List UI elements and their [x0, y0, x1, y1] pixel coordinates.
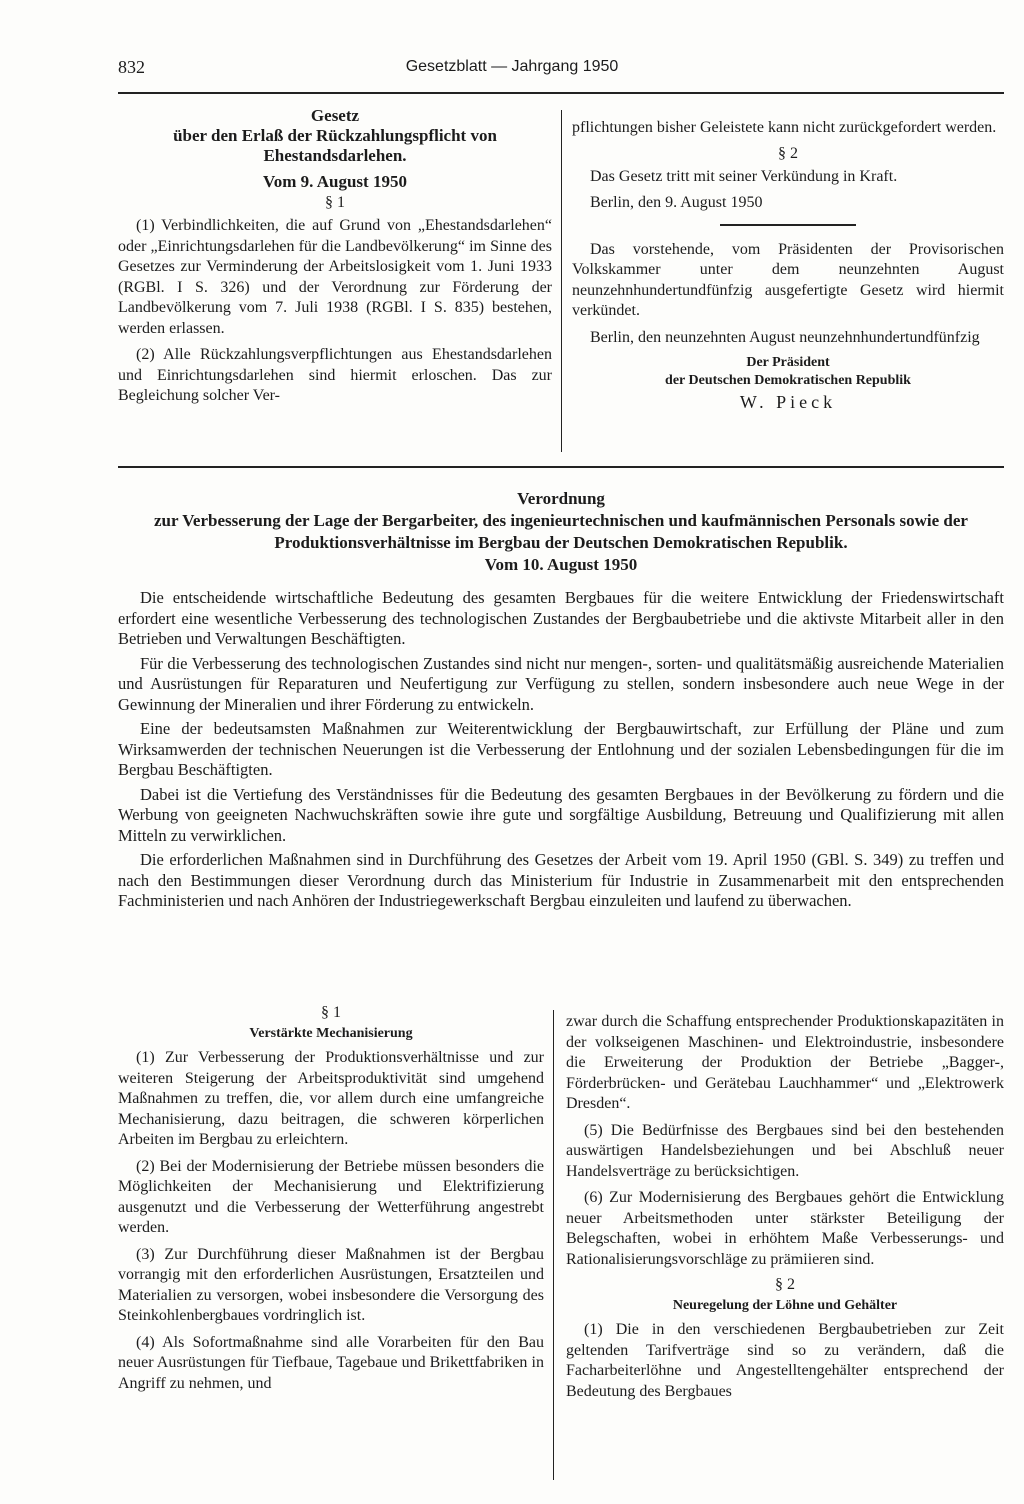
verordnung-left-column	[118, 1002, 544, 1400]
column-divider	[561, 110, 562, 452]
signature-name: W. Pieck	[739, 392, 837, 412]
preamble-paragraph-3: Eine der bedeutsamsten Maßnahmen zur Weiterentwicklung der Bergbauwirtschaft, zur Erfüllung der Pläne und zum Wirksamwerden der technischen Neuerungen ist die Verbesserung der Entlohnung und der sozialen Lebensbedingungen für die im Bergbau Beschäftigten.	[118, 719, 1004, 779]
verordnung-header	[118, 488, 1004, 916]
verordnung-s2-paragraph-1: (1) Die in den verschiedenen Bergbaubetrieben zur Zeit geltenden Tarifverträge sind so zu verändern, daß die Facharbeiterlöhne und Angestelltengehälter entsprechend der Bedeutung des Bergbaues	[566, 1321, 1004, 1400]
gesetz-place-date: Berlin, den 9. August 1950	[590, 194, 763, 211]
verordnung-s1-paragraph-4: (4) Als Sofortmaßnahme sind alle Vorarbeiten für den Bau neuer Ausrüstungen für Tiefbaue, Tagebaue und Brikettfabriken in Angriff zu nehmen, und	[118, 1333, 544, 1392]
column-divider-lower	[553, 1010, 554, 1480]
verordnung-subtitle: zur Verbesserung der Lage der Bergarbeiter, des ingenieurtechnischen und kaufmännischen Personals sowie der Produktionsverhältnisse im Bergbau der Deutschen Demokratischen Republik.	[154, 511, 968, 552]
verordnung-s1-paragraph-5: (5) Die Bedürfnisse des Bergbaues sind bei den bestehenden auswärtigen Handelsbeziehungen und bei Abschluß neuer Handelsverträge zu berücksichtigen.	[566, 1121, 1004, 1180]
section-divider-rule	[118, 466, 1004, 468]
preamble-paragraph-4: Dabei ist die Vertiefung des Verständnisses für die Bedeutung des gesamten Bergbaues in der Bevölkerung zu fördern und die Werbung von geeigneten Nachwuchskräften sowie ihre gute und sorgfältige Ausbildung, Betreuung und Qualifizierung mit allen Mitteln zu verwirklichen.	[118, 784, 1004, 845]
signature-office: der Deutschen Demokratischen Republik	[665, 373, 911, 388]
signature-separator-rule	[720, 224, 856, 226]
gesetz-promulgation-place-date: Berlin, den neunzehnten August neunzehnhundertundfünfzig	[590, 328, 980, 346]
verordnung-s2-title: Neuregelung der Löhne und Gehälter	[672, 1298, 898, 1313]
verordnung-s1-heading: § 1	[321, 1004, 341, 1021]
gesetz-right-column	[572, 118, 1004, 413]
signature-title: Der Präsident	[746, 355, 830, 370]
verordnung-s1-paragraph-3: (3) Zur Durchführung dieser Maßnahmen ist der Bergbau vorrangig mit den erforderlichen Ausrüstungen, Ersatzteilen und Materialien zu versorgen, wobei insbesondere die Versorgung des Steinkohlenbergbaues vordringlich ist.	[118, 1245, 544, 1324]
header-rule	[118, 92, 1004, 94]
running-header: Gesetzblatt — Jahrgang 1950	[405, 58, 619, 75]
verordnung-title: Verordnung	[517, 489, 605, 508]
verordnung-s1-title: Verstärkte Mechanisierung	[249, 1026, 413, 1041]
verordnung-s1-paragraph-1: (1) Zur Verbesserung der Produktionsverhältnisse und zur weiteren Steigerung der Arbeitsproduktivität sind umgehend Maßnahmen zu treffen, die, vor allem durch eine umfangreiche Mechanisierung, dazu beitragen, die schweren körperlichen Arbeiten im Bergbau zu erleichtern.	[118, 1049, 544, 1148]
gesetz-title: Gesetz	[310, 106, 360, 125]
preamble-paragraph-1: Die entscheidende wirtschaftliche Bedeutung des gesamten Bergbaues für die weitere Entwicklung der Friedenswirtschaft erfordert eine wesentliche Verbesserung des technologischen Zustandes der Bergbaubetriebe und die aktivste Mitarbeit aller in den Betrieben und Verwaltungen Beschäftigten.	[118, 588, 1004, 648]
verordnung-s1-paragraph-6: (6) Zur Modernisierung des Bergbaues gehört die Entwicklung neuer Arbeitsmethoden unter stärkster Beteiligung der Belegschaften, wobei in erhöhtem Maße Verbesserungs- und Rationalisierungsvorschläge zu prämiieren sind.	[566, 1189, 1004, 1268]
gesetz-s2-heading: § 2	[778, 144, 798, 162]
gesetz-promulgation: Das vorstehende, vom Präsidenten der Provisorischen Volkskammer unter dem neunzehnten August neunzehnhundertundfünfzig ausgefertigte Gesetz wird hiermit verkündet.	[572, 240, 1004, 319]
gesetz-subtitle: über den Erlaß der Rückzahlungspflicht von Ehestandsdarlehen.	[173, 126, 497, 165]
verordnung-s1-paragraph-4-continued: zwar durch die Schaffung entsprechender Produktionskapazitäten in der volkseigenen Maschinen- und Elektroindustrie, insbesondere die Erweiterung der Produktion der Betriebe „Bagger-, Förderbrücken- und Gerätebau Lauchhammer“ und „Elektrowerk Dresden“.	[566, 1013, 1004, 1112]
page-number: 832	[118, 57, 145, 77]
gesetz-left-column	[118, 106, 552, 413]
preamble-paragraph-2: Für die Verbesserung des technologischen Zustandes sind nicht nur mengen-, sorten- und qualitätsmäßig ausreichende Materialien und Ausrüstungen für Reparaturen und Neufertigung zur Verfügung zu stellen, sondern insbesondere auch neue Wege in der Gewinnung der Mineralien und ihrer Förderung zu entwickeln.	[118, 653, 1004, 714]
gesetz-s1-heading: § 1	[325, 194, 345, 211]
gesetz-s1-paragraph-1: (1) Verbindlichkeiten, die auf Grund von „Ehestandsdarlehen“ oder „Einrichtungsdarlehen für die Landbevölkerung“ im Sinne des Gesetzes zur Verminderung der Arbeitslosigkeit vom 1. Juni 1933 (RGBl. I S. 326) und der Verordnung zur Förderung der Landbevölkerung vom 7. Juli 1938 (RGBl. I S. 835) bestehen, werden erlassen.	[118, 217, 552, 337]
verordnung-s2-heading: § 2	[775, 1276, 795, 1293]
gesetz-date: Vom 9. August 1950	[263, 172, 407, 191]
verordnung-s1-paragraph-2: (2) Bei der Modernisierung der Betriebe müssen besonders die Möglichkeiten der Mechanisierung und Elektrifizierung ausgenutzt und die Verbesserung der Wetterführung angestrebt werden.	[118, 1157, 544, 1236]
gesetz-s1-paragraph-2-continued: pflichtungen bisher Geleistete kann nicht zurückgefordert werden.	[572, 119, 997, 136]
verordnung-date: Vom 10. August 1950	[484, 555, 638, 574]
preamble-paragraph-5: Die erforderlichen Maßnahmen sind in Durchführung des Gesetzes der Arbeit vom 19. April 1950 (GBl. S. 349) zu treffen und nach den Bestimmungen dieser Verordnung durch das Ministerium für Industrie in Zusammenarbeit mit den entsprechenden Fachministerien und nach Anhören der Industriegewerkschaft Bergbau einzuleiten und laufend zu überwachen.	[118, 850, 1004, 910]
verordnung-right-column	[566, 1012, 1004, 1408]
gesetz-s2-text: Das Gesetz tritt mit seiner Verkündung in Kraft.	[590, 167, 898, 185]
gesetz-s1-paragraph-2: (2) Alle Rückzahlungsverpflichtungen aus Ehestandsdarlehen und Einrichtungsdarlehen sind hiermit erloschen. Das zur Begleichung solcher Ver-	[118, 346, 552, 404]
